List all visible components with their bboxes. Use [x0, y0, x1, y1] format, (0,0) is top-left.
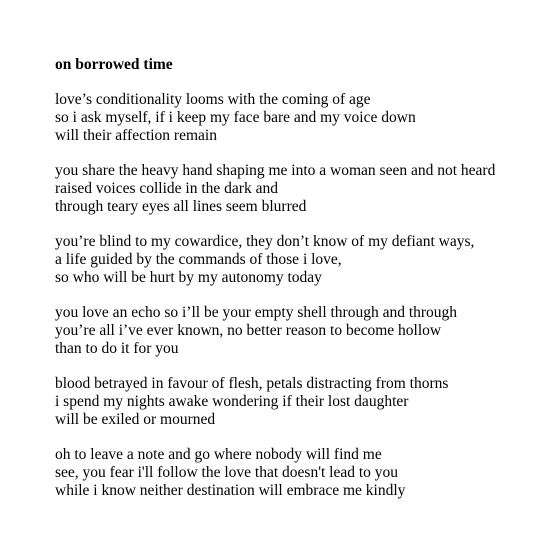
stanza-4 [55, 304, 525, 358]
poem-title: on borrowed time [55, 56, 173, 73]
poem-line: you’re blind to my cowardice, they don’t know of my defiant ways, [55, 233, 475, 250]
poem-line: so who will be hurt by my autonomy today [55, 269, 322, 286]
poem-line: you share the heavy hand shaping me into a woman seen and not heard [55, 162, 496, 179]
poem-line: you love an echo so i’ll be your empty shell through and through [55, 304, 458, 321]
poem [55, 55, 525, 517]
stanza-1 [55, 91, 525, 145]
poem-line: than to do it for you [55, 340, 179, 357]
stanza-5 [55, 375, 525, 429]
poem-line: i spend my nights awake wondering if their lost daughter [55, 393, 409, 410]
poem-line: so i ask myself, if i keep my face bare and my voice down [55, 109, 416, 126]
stanza-3 [55, 233, 525, 287]
stanza-2 [55, 162, 525, 216]
poem-line: will their affection remain [55, 127, 217, 144]
poem-line: oh to leave a note and go where nobody will find me [55, 446, 382, 463]
poem-line: see, you fear i'll follow the love that doesn't lead to you [55, 464, 399, 481]
stanza-6 [55, 446, 525, 500]
poem-line: blood betrayed in favour of flesh, petals distracting from thorns [55, 375, 449, 392]
poem-line: you’re all i’ve ever known, no better reason to become hollow [55, 322, 442, 339]
poem-line: love’s conditionality looms with the coming of age [55, 91, 371, 108]
poem-line: while i know neither destination will embrace me kindly [55, 482, 406, 499]
poem-line: through teary eyes all lines seem blurred [55, 198, 307, 215]
poem-line: raised voices collide in the dark and [55, 180, 278, 197]
poem-line: will be exiled or mourned [55, 411, 216, 428]
poem-line: a life guided by the commands of those i love, [55, 251, 342, 268]
